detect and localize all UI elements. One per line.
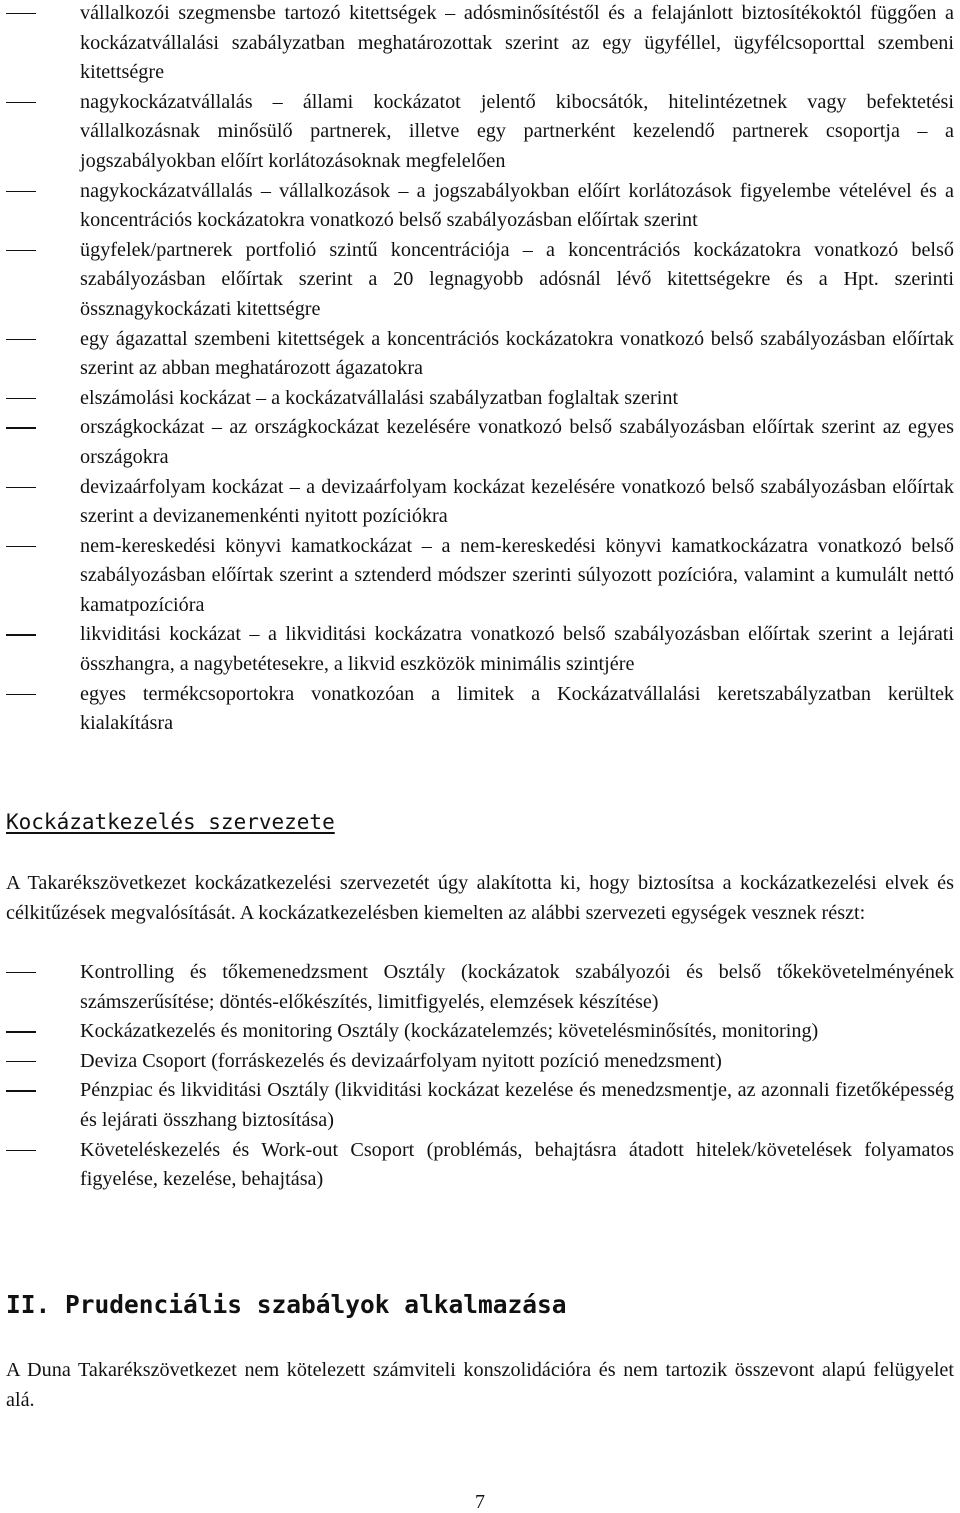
prudential-rules-paragraph: A Duna Takarékszövetkezet nem kötelezett számviteli konszolidációra és nem tartozik összevont alapú felügyelet alá. xyxy=(6,1359,954,1411)
list-item xyxy=(0,620,960,679)
organizational-units-list xyxy=(0,958,960,1195)
dash-bullet xyxy=(6,972,36,973)
list-item-text: Pénzpiac és likviditási Osztály (likviditási kockázat kezelése és menedzsmentje, az azonnali fizetőképesség és lejárati összhang biztosítása) xyxy=(80,1079,954,1131)
dash-bullet xyxy=(6,546,36,547)
list-item xyxy=(0,680,960,739)
list-item-text: nem-kereskedési könyvi kamatkockázat – a nem-kereskedési könyvi kamatkockázatra vonatkozó belső szabályozásban előírtak szerint a sztenderd módszer szerinti súlyozott pozícióra, valamint a kumulált nettó kamatpozícióra xyxy=(80,534,954,616)
list-item xyxy=(0,0,960,88)
dash-bullet xyxy=(6,1031,36,1032)
dash-bullet xyxy=(6,250,36,251)
dash-bullet xyxy=(6,191,36,192)
dash-bullet xyxy=(6,339,36,340)
dash-bullet xyxy=(6,1090,36,1091)
dash-bullet xyxy=(6,102,36,103)
list-item-text: Deviza Csoport (forráskezelés és devizaárfolyam nyitott pozíció menedzsment) xyxy=(80,1049,722,1072)
list-item xyxy=(0,1017,960,1047)
section-heading-prudential-rules: II. Prudenciális szabályok alkalmazása xyxy=(6,1290,567,1319)
dash-bullet xyxy=(6,694,36,695)
list-item xyxy=(0,1047,960,1077)
list-item-text: nagykockázatvállalás – vállalkozások – a jogszabályokban előírt korlátozások figyelembe vételével és a koncentrációs kockázatokra vonatkozó belső szabályozásban előírtak szerint xyxy=(80,179,954,232)
limit-list xyxy=(0,0,960,739)
list-item-text: Követeléskezelés és Work-out Csoport (problémás, behajtásra átadott hitelek/követelések folyamatos figyelése, kezelése, behajtása) xyxy=(80,1138,954,1191)
list-item-text: elszámolási kockázat – a kockázatvállalási szabályzatban foglaltak szerint xyxy=(80,386,679,409)
list-item-text: ügyfelek/partnerek portfolió szintű koncentrációja – a koncentrációs kockázatokra vonatkozó belső szabályozásban előírtak szerint a 20 legnagyobb adósnál lévő kitettségekre és a Hpt. szerinti össznagykockázati kitettségre xyxy=(80,238,954,320)
dash-bullet xyxy=(6,1150,36,1151)
list-item-text: devizaárfolyam kockázat – a devizaárfolyam kockázat kezelésére vonatkozó belső szabályozásban előírtak szerint a devizanemenkénti nyitott pozíciókra xyxy=(80,475,954,528)
list-item xyxy=(0,413,960,472)
list-item-text: nagykockázatvállalás – állami kockázatot jelentő kibocsátók, hitelintézetnek vagy befektetési vállalkozásnak minősülő partnerek, illetve egy partnerként kezelendő partnerek csoportja – a jogszabályokban előírt korlátozásoknak megfelelően xyxy=(80,90,954,172)
list-item xyxy=(0,958,960,1017)
list-item xyxy=(0,384,960,414)
list-item xyxy=(0,88,960,177)
dash-bullet xyxy=(6,13,36,14)
list-item xyxy=(0,1136,960,1195)
list-item-text: likviditási kockázat – a likviditási kockázatra vonatkozó belső szabályozásban előírtak szerint a lejárati összhangra, a nagybetétesekre, a likvid eszközök minimális szintjére xyxy=(80,623,954,676)
list-item-text: vállalkozói szegmensbe tartozó kitettségek – adósminősítéstől és a felajánlott biztosítékoktól függően a kockázatvállalási szabályzatban meghatározottak szerint az egy ügyféllel, ügyfélcsoporttal szembeni kitettségre xyxy=(80,2,954,84)
dash-bullet xyxy=(6,398,36,399)
list-item xyxy=(0,325,960,384)
list-item xyxy=(0,177,960,236)
dash-bullet xyxy=(6,487,36,488)
list-item-text: országkockázat – az országkockázat kezelésére vonatkozó belső szabályozásban előírtak szerint az egyes országokra xyxy=(80,416,954,468)
list-item xyxy=(0,236,960,325)
list-item xyxy=(0,473,960,532)
list-item-text: egyes termékcsoportokra vonatkozóan a limitek a Kockázatvállalási keretszabályzatban kerültek kialakításra xyxy=(80,682,954,735)
dash-bullet xyxy=(6,1061,36,1062)
list-item-text: Kontrolling és tőkemenedzsment Osztály (kockázatok szabályozói és belső tőkekövetelményének számszerűsítése; döntés-előkészítés, limitfigyelés, elemzések készítése) xyxy=(80,961,954,1013)
list-item xyxy=(0,532,960,621)
page-number: 7 xyxy=(475,1491,485,1513)
dash-bullet xyxy=(6,427,36,428)
risk-organization-paragraph: A Takarékszövetkezet kockázatkezelési szervezetét úgy alakította ki, hogy biztosítsa a kockázatkezelési elvek és célkitűzések megvalósítását. A kockázatkezelésben kiemelten az alábbi szervezeti egységek vesznek részt: xyxy=(6,872,954,924)
dash-bullet xyxy=(6,634,36,635)
list-item xyxy=(0,1076,960,1135)
list-item-text: Kockázatkezelés és monitoring Osztály (kockázatelemzés; követelésminősítés, monitoring) xyxy=(80,1020,819,1043)
list-item-text: egy ágazattal szembeni kitettségek a koncentrációs kockázatokra vonatkozó belső szabályozásban előírtak szerint az abban meghatározott ágazatokra xyxy=(80,327,954,380)
section-heading-risk-organization: Kockázatkezelés szervezete xyxy=(6,810,335,834)
